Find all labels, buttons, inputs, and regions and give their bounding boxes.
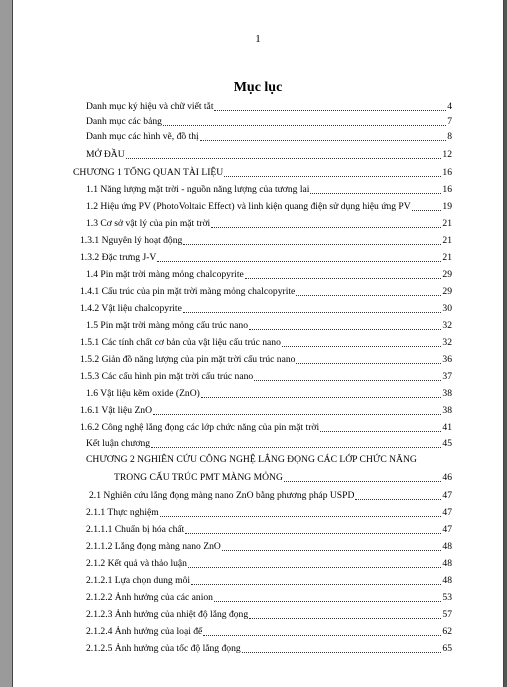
toc-entry-page: 16 bbox=[442, 184, 452, 195]
dot-leader bbox=[320, 430, 441, 432]
toc-entry-page: 48 bbox=[442, 558, 452, 569]
dot-leader bbox=[185, 532, 441, 534]
toc-entry-page: 8 bbox=[447, 131, 452, 142]
toc-entry-text: Danh mục các bảng bbox=[86, 116, 162, 127]
toc-entry[interactable] bbox=[86, 507, 452, 519]
toc-entry-page: 38 bbox=[442, 388, 452, 399]
dot-leader bbox=[214, 109, 446, 111]
dot-leader bbox=[254, 379, 441, 381]
dot-leader bbox=[201, 396, 442, 398]
toc-entry-text: 1.5.2 Giản đồ năng lượng của pin mặt trời cấu trúc nano bbox=[80, 354, 296, 365]
toc-entry-text: 2.1.1.1 Chuẩn bị hóa chất bbox=[86, 524, 185, 535]
toc-entry-text: 1.5.1 Các tính chất cơ bản của vật liệu cấu trúc nano bbox=[80, 337, 281, 348]
toc-entry-page: 16 bbox=[442, 167, 452, 178]
toc-entry-page: 41 bbox=[442, 422, 452, 433]
toc-entry-page: 47 bbox=[442, 507, 452, 518]
toc-entry[interactable] bbox=[86, 626, 452, 638]
dot-leader bbox=[296, 362, 441, 364]
toc-entry[interactable] bbox=[86, 269, 452, 281]
toc-entry[interactable] bbox=[89, 490, 452, 502]
toc-entry[interactable] bbox=[80, 303, 452, 315]
dot-leader bbox=[183, 243, 441, 245]
dot-leader bbox=[245, 277, 442, 279]
toc-entry[interactable] bbox=[86, 454, 417, 466]
toc-entry-page: 36 bbox=[442, 354, 452, 365]
toc-entry-text: 1.2 Hiệu ứng PV (PhotoVoltaic Effect) và linh kiện quang điện sử dụng hiệu ứng PV bbox=[86, 201, 411, 212]
toc-entry[interactable] bbox=[86, 575, 452, 587]
toc-entry-text: 1.1 Năng lượng mặt trời - nguồn năng lượng của tương lai bbox=[86, 184, 310, 195]
toc-entry-text: Danh mục ký hiệu và chữ viết tắt bbox=[86, 101, 214, 112]
toc-entry-page: 29 bbox=[442, 269, 452, 280]
toc-entry[interactable] bbox=[86, 201, 452, 213]
toc-entry[interactable] bbox=[86, 558, 452, 570]
dot-leader bbox=[188, 566, 441, 568]
toc-entry-page: 19 bbox=[442, 201, 452, 212]
dot-leader bbox=[249, 328, 441, 330]
toc-entry-text: 2.1.1.2 Lắng đọng màng nano ZnO bbox=[86, 541, 221, 552]
dot-leader bbox=[242, 651, 442, 653]
toc-entry-text: 2.1.2.4 Ảnh hưởng của loại đế bbox=[86, 626, 203, 637]
toc-entry-text: 1.5.3 Các cấu hình pin mặt trời cấu trúc nano bbox=[80, 371, 254, 382]
toc-entry-text: MỞ ĐẦU bbox=[86, 149, 125, 160]
toc-entry[interactable] bbox=[86, 541, 452, 553]
toc-entry-text: 2.1.2.5 Ảnh hưởng của tốc độ lắng đọng bbox=[86, 643, 241, 654]
toc-entry[interactable] bbox=[86, 131, 452, 143]
toc-entry-text: Danh mục các hình vẽ, đồ thị bbox=[86, 131, 199, 142]
toc-entry-text: 1.4.2 Vật liệu chalcopyrite bbox=[80, 303, 182, 314]
toc-entry-text: 2.1.2.2 Ảnh hưởng của các anion bbox=[86, 592, 213, 603]
toc-entry-text: 2.1.2.1 Lựa chọn dung môi bbox=[86, 575, 191, 586]
toc-entry-page: 62 bbox=[442, 626, 452, 637]
toc-entry-text: 2.1.1 Thực nghiệm bbox=[86, 507, 159, 518]
dot-leader bbox=[151, 446, 441, 448]
toc-entry[interactable] bbox=[80, 354, 452, 366]
toc-entry-text: 1.3.1 Nguyên lý hoạt động bbox=[80, 235, 183, 246]
toc-entry-page: 7 bbox=[447, 116, 452, 127]
toc-entry-page: 48 bbox=[442, 541, 452, 552]
toc-entry[interactable] bbox=[86, 524, 452, 536]
toc-entry-text: Kết luận chương bbox=[86, 438, 151, 449]
toc-entry[interactable] bbox=[86, 116, 452, 128]
toc-entry-text: 2.1 Nghiên cứu lắng đọng màng nano ZnO bằng phương pháp USPD bbox=[89, 490, 355, 501]
toc-entry[interactable] bbox=[86, 149, 452, 161]
toc-entry-page: 38 bbox=[442, 405, 452, 416]
dot-leader bbox=[183, 311, 442, 313]
toc-entry-text: CHƯƠNG 1 TỔNG QUAN TÀI LIỆU bbox=[73, 167, 224, 178]
dot-leader bbox=[222, 549, 442, 551]
toc-entry[interactable] bbox=[86, 218, 452, 230]
toc-entry-text: 1.4 Pin mặt trời màng mỏng chalcopyrite bbox=[86, 269, 244, 280]
dot-leader bbox=[214, 600, 441, 602]
toc-entry[interactable] bbox=[86, 592, 452, 604]
toc-entry[interactable] bbox=[86, 643, 452, 655]
toc-entry-text: 1.5 Pin mặt trời màng mỏng cấu trúc nano bbox=[86, 320, 249, 331]
toc-entry[interactable] bbox=[73, 167, 452, 179]
toc-entry-page: 45 bbox=[442, 438, 452, 449]
toc-entry[interactable] bbox=[80, 252, 452, 264]
toc-entry[interactable] bbox=[114, 472, 452, 484]
toc-entry-text: 1.6.1 Vật liệu ZnO bbox=[80, 405, 153, 416]
dot-leader bbox=[200, 139, 447, 141]
toc-entry-page: 21 bbox=[442, 252, 452, 263]
toc-entry-text: 1.4.1 Cấu trúc của pin mặt trời màng mỏng chalcopyrite bbox=[80, 286, 296, 297]
toc-entry-page: 32 bbox=[442, 320, 452, 331]
toc-entry-text: 2.1.2.3 Ảnh hưởng của nhiệt độ lắng đọng bbox=[86, 609, 249, 620]
dot-leader bbox=[160, 515, 442, 517]
toc-entry[interactable] bbox=[80, 405, 452, 417]
toc-entry[interactable] bbox=[80, 337, 452, 349]
dot-leader bbox=[224, 175, 441, 177]
dot-leader bbox=[157, 260, 441, 262]
dot-leader bbox=[126, 157, 442, 159]
toc-entry[interactable] bbox=[86, 438, 452, 450]
dot-leader bbox=[310, 192, 441, 194]
toc-entry[interactable] bbox=[80, 286, 452, 298]
toc-entry-page: 47 bbox=[442, 490, 452, 501]
toc-entry-text: 1.3 Cơ sở vật lý của pin mặt trời bbox=[86, 218, 211, 229]
toc-title: Mục lục bbox=[233, 80, 283, 95]
toc-entry-page: 47 bbox=[442, 524, 452, 535]
page-number: 1 bbox=[255, 33, 261, 45]
dot-leader bbox=[191, 583, 441, 585]
dot-leader bbox=[153, 413, 441, 415]
toc-entry-page: 53 bbox=[442, 592, 452, 603]
dot-leader bbox=[203, 634, 441, 636]
toc-entry[interactable] bbox=[80, 422, 452, 434]
dot-leader bbox=[249, 617, 441, 619]
dot-leader bbox=[211, 226, 441, 228]
toc-entry[interactable] bbox=[86, 101, 452, 113]
toc-entry-page: 37 bbox=[442, 371, 452, 382]
toc-entry[interactable] bbox=[86, 184, 452, 196]
toc-entry-text: 1.3.2 Đặc trưng J-V bbox=[80, 252, 157, 263]
toc-entry[interactable] bbox=[86, 388, 452, 400]
toc-entry-text: 1.6 Vật liệu kẽm oxide (ZnO) bbox=[86, 388, 200, 399]
toc-entry-page: 4 bbox=[447, 101, 452, 112]
toc-entry-page: 32 bbox=[442, 337, 452, 348]
document-page bbox=[12, 0, 504, 687]
toc-entry-page: 12 bbox=[442, 149, 452, 160]
toc-entry-page: 57 bbox=[442, 609, 452, 620]
toc-entry-text: CHƯƠNG 2 NGHIÊN CỨU CÔNG NGHỆ LẮNG ĐỌNG CÁC LỚP CHỨC NĂNG bbox=[86, 454, 417, 465]
toc-entry-page: 46 bbox=[442, 472, 452, 483]
dot-leader bbox=[284, 480, 442, 482]
toc-entry-page: 65 bbox=[442, 643, 452, 654]
toc-entry[interactable] bbox=[86, 320, 452, 332]
toc-entry[interactable] bbox=[80, 371, 452, 383]
toc-entry-page: 30 bbox=[442, 303, 452, 314]
toc-entry-page: 29 bbox=[442, 286, 452, 297]
dot-leader bbox=[412, 209, 442, 211]
toc-entry[interactable] bbox=[86, 609, 452, 621]
toc-entry-text: 1.6.2 Công nghệ lắng đọng các lớp chức năng của pin mặt trời bbox=[80, 422, 320, 433]
toc-entry-page: 48 bbox=[442, 575, 452, 586]
dot-leader bbox=[163, 124, 446, 126]
toc-entry[interactable] bbox=[80, 235, 452, 247]
toc-entry-text: 2.1.2 Kết quả và thảo luận bbox=[86, 558, 187, 569]
dot-leader bbox=[296, 294, 441, 296]
toc-entry-page: 21 bbox=[442, 235, 452, 246]
toc-entry-page: 21 bbox=[442, 218, 452, 229]
dot-leader bbox=[355, 498, 441, 500]
toc-entry-text: TRONG CẤU TRÚC PMT MÀNG MỎNG bbox=[114, 472, 283, 483]
dot-leader bbox=[282, 345, 442, 347]
